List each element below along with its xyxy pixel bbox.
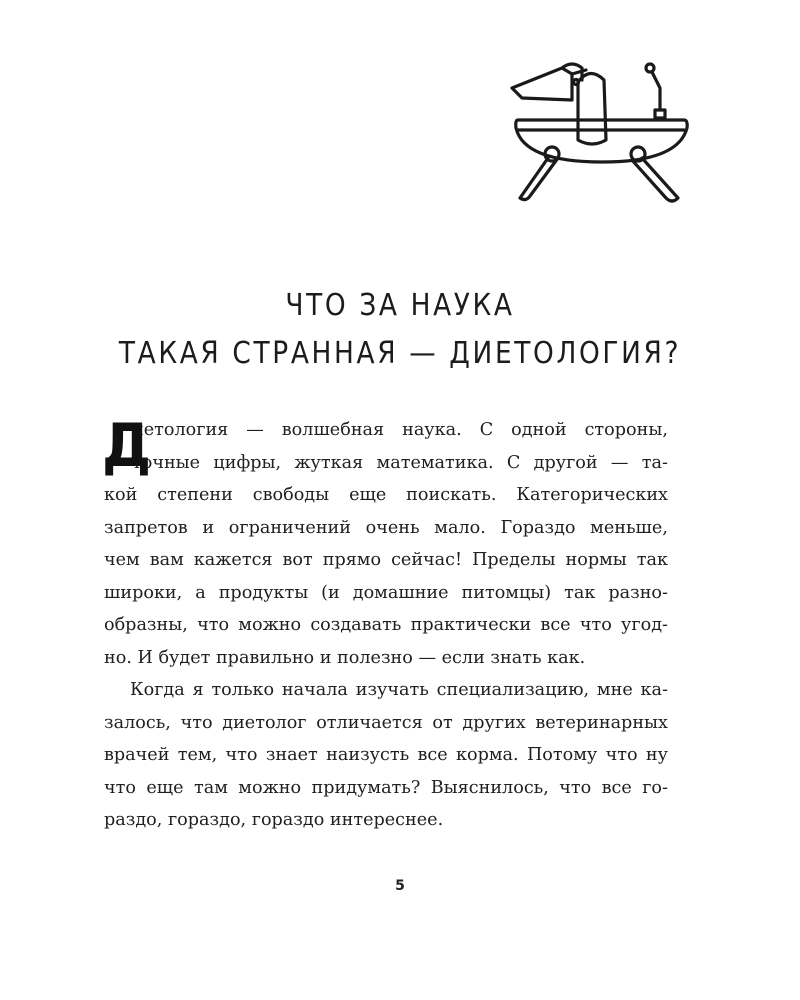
chapter-body (102, 411, 668, 837)
text-line: залось, что диетолог отличается от других ветеринарных (104, 712, 668, 733)
robot-dog-icon (502, 58, 698, 210)
text-line: кой степени свободы еще поискать. Категорических (104, 485, 668, 505)
text-line: чем вам кажется вот прямо сейчас! Пределы нормы так (104, 550, 668, 570)
text-line: точные цифры, жуткая математика. С другой — та- (132, 452, 668, 473)
text-line: что еще там можно придумать? Выяснилось, что все го- (104, 777, 668, 798)
text-line: врачей тем, что знает наизусть все корма. Потому что ну (104, 745, 668, 765)
chapter-heading (48, 282, 752, 378)
paragraph-1 (102, 411, 668, 674)
text-line: широки, а продукты (и домашние питомцы) так разно- (104, 582, 668, 603)
paragraph-2 (104, 674, 668, 837)
text-line: образны, что можно создавать практически все что угод- (104, 615, 668, 635)
text-line: раздо, гораздо, гораздо интереснее. (104, 810, 444, 830)
text-line: иетология — волшебная наука. С одной стороны, (132, 420, 668, 440)
chapter-heading-line-1: ЧТО ЗА НАУКА (285, 288, 515, 323)
text-line: но. И будет правильно и полезно — если знать как. (104, 647, 586, 668)
chapter-heading-line-2: ТАКАЯ СТРАННАЯ — ДИЕТОЛОГИЯ? (118, 336, 682, 371)
text-line: Когда я только начала изучать специализацию, мне ка- (130, 680, 668, 700)
text-line: запретов и ограничений очень мало. Гораздо меньше, (104, 517, 668, 538)
drop-cap: Д (102, 411, 152, 481)
page-number: 5 (395, 878, 405, 894)
